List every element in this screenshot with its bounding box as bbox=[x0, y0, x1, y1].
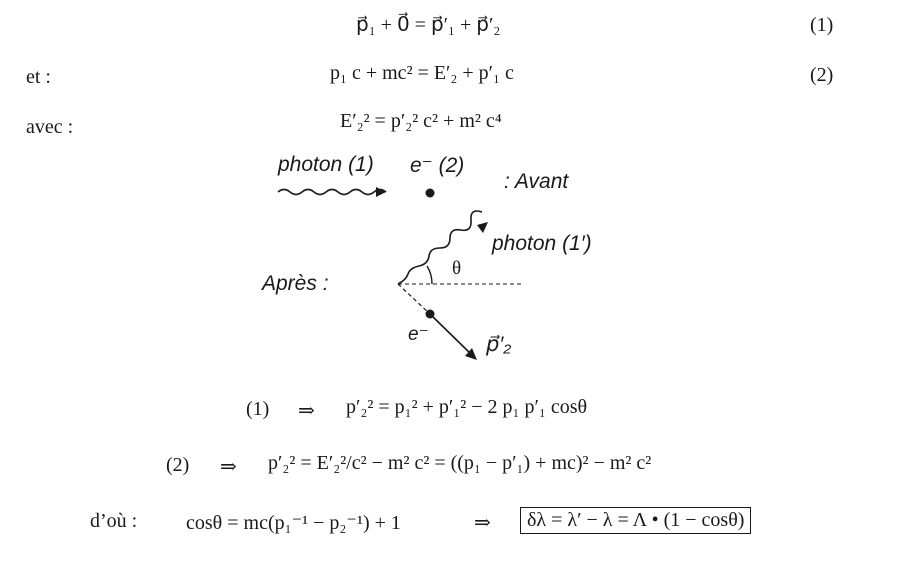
scattered-photon-wave bbox=[398, 211, 482, 284]
label-et: et : bbox=[26, 66, 51, 88]
before-caption: : Avant bbox=[504, 170, 569, 193]
scattered-photon-arrowhead bbox=[477, 222, 488, 233]
after-electron-label: e⁻ bbox=[408, 324, 429, 345]
after-photon-label: photon (1′) bbox=[492, 232, 592, 255]
derivation-1-ref: (1) bbox=[246, 398, 270, 420]
before-electron-label: e⁻ (2) bbox=[410, 154, 465, 177]
equation-energy-momentum-relation: E′₂² = p′₂² c² + m² c⁴ bbox=[340, 110, 502, 132]
electron-path-dashed bbox=[398, 284, 430, 314]
angle-theta-label: θ bbox=[452, 258, 462, 279]
electron-momentum-arrow bbox=[432, 316, 472, 355]
equation-number-1: (1) bbox=[810, 14, 834, 36]
derivation-2-ref: (2) bbox=[166, 454, 190, 476]
incoming-photon-arrowhead bbox=[376, 187, 386, 197]
label-dou: d’où : bbox=[90, 510, 138, 532]
derivation-2-arrow: ⇒ bbox=[220, 456, 237, 478]
derivation-1-arrow: ⇒ bbox=[298, 400, 315, 422]
angle-arc bbox=[427, 266, 432, 284]
electron-momentum-label: p⃗′₂ bbox=[486, 333, 512, 356]
after-caption: Après : bbox=[262, 272, 329, 295]
label-avec: avec : bbox=[26, 116, 74, 138]
equation-energy-conservation: p₁ c + mc² = E′₂ + p′₁ c bbox=[330, 62, 514, 84]
electron-before-dot bbox=[426, 189, 435, 198]
incoming-photon-wave bbox=[278, 190, 386, 195]
derivation-1-equation: p′₂² = p₁² + p′₁² − 2 p₁ p′₁ cosθ bbox=[346, 396, 588, 418]
derivation-3-arrow: ⇒ bbox=[474, 512, 491, 534]
compton-formula-result: δλ = λ′ − λ = Λ • (1 − cosθ) bbox=[520, 507, 751, 534]
derivation-2-equation: p′₂² = E′₂²/c² − m² c² = ((p₁ − p′₁) + mc)² − m² c² bbox=[268, 452, 652, 474]
equation-momentum-conservation: p⃗₁ + 0⃗ = p⃗′₁ + p⃗′₂ bbox=[356, 14, 501, 36]
equation-number-2: (2) bbox=[810, 64, 834, 86]
before-photon-label: photon (1) bbox=[278, 153, 374, 176]
derivation-3-equation: cosθ = mc(p₁⁻¹ − p₂⁻¹) + 1 bbox=[186, 512, 401, 534]
